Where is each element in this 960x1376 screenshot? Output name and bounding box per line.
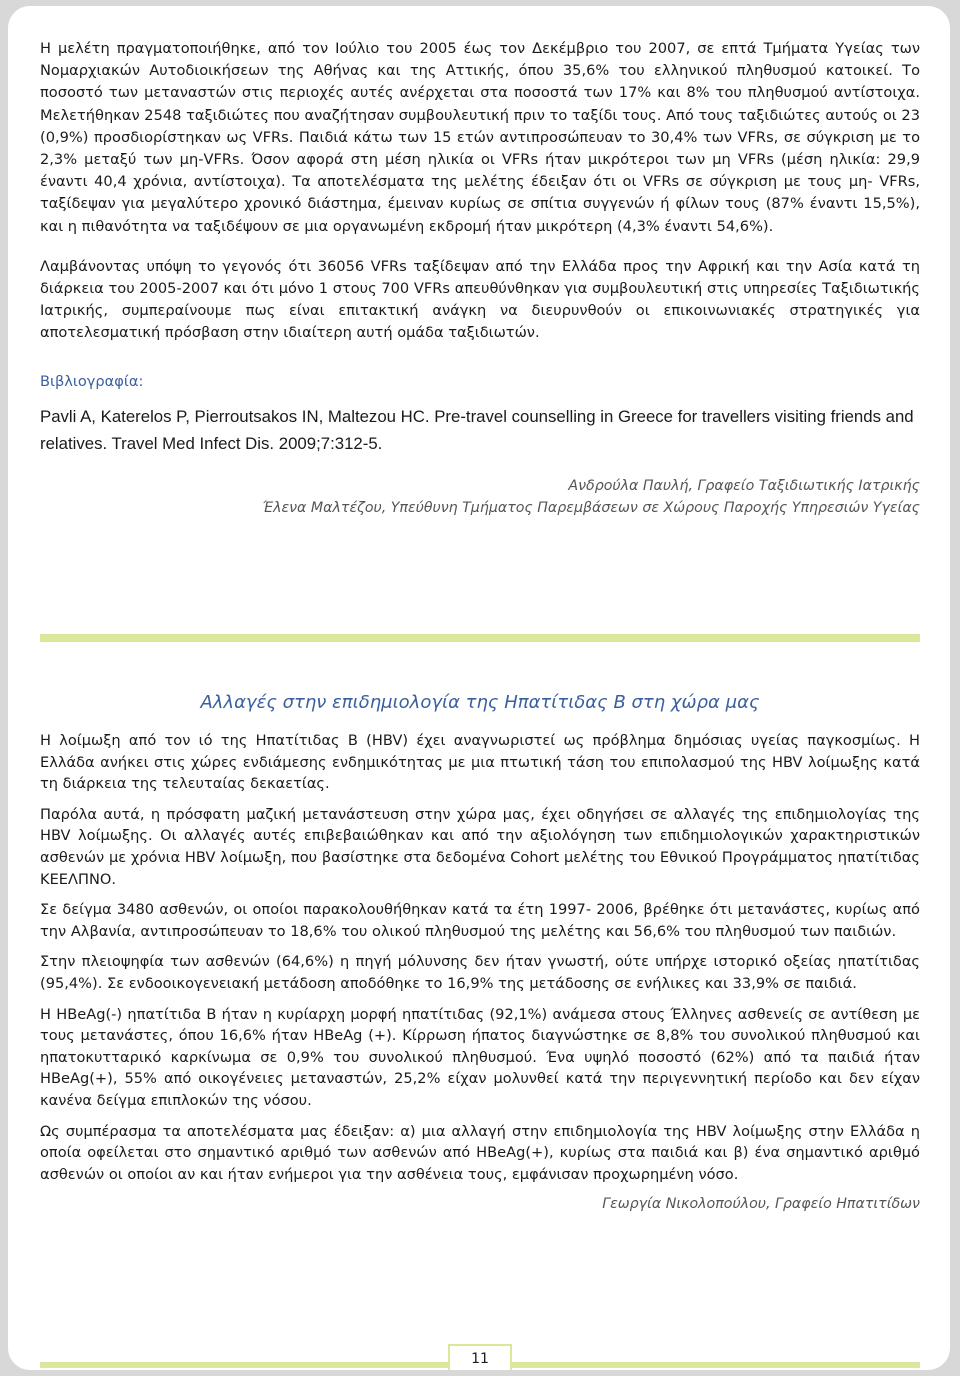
paragraph: Λαμβάνοντας υπόψη το γεγονός ότι 36056 VFRs ταξίδεψαν από την Ελλάδα προς την Αφρική και την Ασία κατά τη διάρκεια του 2005-2007 και ότι μόνο 1 στους 700 VFRs απευθύνθηκαν για συμβουλευτική στις υπηρεσίες Ταξιδιωτικής Ιατρικής, συμπεραίνουμε πως είναι επιτακτική ανάγκη να διευρυνθούν οι επικοινωνιακές στρατηγικές για αποτελεσματική πρόσβαση στην ιδιαίτερη αυτή ομάδα ταξιδιωτών. [40,257,920,342]
paragraph: Σε δείγμα 3480 ασθενών, οι οποίοι παρακολουθήθηκαν κατά τα έτη 1997- 2006, βρέθηκε ότι μετανάστες, κυρίως από την Αλβανία, αντιπροσώπευαν το 18,6% του ολικού πληθυσμού της μελέτης και 56,6% του πληθυσμού των παιδιών. [40,901,920,940]
paragraph: Η λοίμωξη από τον ιό της Ηπατίτιδας Β (HBV) έχει αναγνωριστεί ως πρόβλημα δημόσιας υγείας παγκοσμίως. Η Ελλάδα ανήκει στις χώρες ενδιάμεσης ενδημικότητας με μια πτωτική τάση του επιπολασμού της HBV λοίμωξης κατά τη διάρκεια της τελευταίας δεκαετίας. [40,732,920,793]
author-line: Γεωργία Νικολοπούλου, Γραφείο Ηπατιτίδων [602,1196,920,1213]
section-divider [40,634,920,642]
article-title: Αλλαγές στην επιδημιολογία της Ηπατίτιδας Β στη χώρα μας [200,692,760,713]
bibliography-reference: Pavli A, Katerelos P, Pierroutsakos IN, Maltezou HC. Pre-travel counselling in Greece for travellers visiting friends and relatives. Travel Med Infect Dis. 2009;7:312-5. [40,406,914,453]
paragraph: Η HBeAg(-) ηπατίτιδα Β ήταν η κυρίαρχη μορφή ηπατίτιδας (92,1%) ανάμεσα στους Έλληνες ασθενείς σε αντίθεση με τους μετανάστες, όπου 16,6% ήταν HBeAg (+). Κίρρωση ήπατος διαγνώστηκε σε 8,8% του συνολικού πληθυσμού και ηπατοκυτταρικό καρκίνωμα σε 0,9% του συνολικού πληθυσμού. Ένα υψηλό ποσοστό (62%) από τα παιδιά ήταν HBeAg(+), 55% από οικογένειες μεταναστών, 25,2% είχαν μολυνθεί κατά την περιγεννητική περίοδο και δεν είχαν κανένα δείγμα επιπλοκών της νόσου. [40,1005,920,1109]
paragraph: Ως συμπέρασμα τα αποτελέσματα μας έδειξαν: α) μια αλλαγή στην επιδημιολογία της HBV λοίμωξης στην Ελλάδα η οποία οφείλεται στο σημαντικό αριθμό των ασθενών από HBeAg(+), κυρίως στα παιδιά και β) ένα σημαντικό αριθμό ασθενών οι οποίοι αν και ήταν ενήμεροι για την ασθένεια τους, εμφάνισαν προχωρημένη νόσο. [40,1122,920,1183]
page-number: 11 [448,1344,512,1370]
author-line: Έλενα Μαλτέζου, Υπεύθυνη Τμήματος Παρεμβάσεων σε Χώρους Παροχής Υπηρεσιών Υγείας [262,499,920,516]
article-continuation [40,38,920,519]
bibliography-heading: Βιβλιογραφία: [40,372,144,390]
document-page [8,6,950,1370]
paragraph: Στην πλειοψηφία των ασθενών (64,6%) η πηγή μόλυνσης δεν ήταν γνωστή, ούτε υπήρχε ιστορικό οξείας ηπατίτιδας (95,4%). Σε ενδοοικογενειακή μετάδοση αποδόθηκε το 16,9% της μετάδοσης σε ενήλικες και 33,9% σε παιδιά. [40,953,920,992]
hepatitis-b-article [40,690,920,1215]
paragraph: Παρόλα αυτά, η πρόσφατη μαζική μετανάστευση στην χώρα μας, έχει οδηγήσει σε αλλαγές της επιδημιολογίας της HBV λοίμωξης. Οι αλλαγές αυτές επιβεβαιώθηκαν και από την αξιολόγηση των επιδημιολογικών χαρακτηριστικών ασθενών με χρόνια HBV λοίμωξη, που βασίστηκε στα δεδομένα Cohort μελέτης του Εθνικού Προγράμματος ηπατίτιδας ΚΕΕΛΠΝΟ. [40,805,920,888]
paragraph: Η μελέτη πραγματοποιήθηκε, από τον Ιούλιο του 2005 έως τον Δεκέμβριο του 2007, σε επτά Τμήματα Υγείας των Νομαρχιακών Αυτοδιοικήσεων της Αθήνας και της Αττικής, όπου 35,6% του ελληνικού πληθυσμού κατοικεί. Το ποσοστό των μεταναστών στις περιοχές αυτές ανέρχεται στα ποσοστά των 17% και 8% του πληθυσμού αντίστοιχα. Μελετήθηκαν 2548 ταξιδιώτες που αναζήτησαν συμβουλευτική πριν το ταξίδι τους. Από τους ταξιδιώτες αυτούς οι 23 (0,9%) προσδιορίστηκαν ως VFRs. Παιδιά κάτω των 15 ετών αντιπροσώπευαν το 30,4% των VFRs, σε σύγκριση με το 2,3% μεταξύ των μη-VFRs. Όσον αφορά στη μέση ηλικία οι VFRs ήταν μικρότεροι των μη VFRs (μέση ηλικία: 29,9 έναντι 40,4 χρόνια, αντίστοιχα). Τα αποτελέσματα της μελέτης έδειξαν ότι οι VFRs σε σύγκριση με τους μη- VFRs, ταξίδεψαν για μεγαλύτερο χρονικό διάστημα, έμειναν κυρίως σε σπίτια συγγενών ή φίλων τους (87% έναντι 15,5%), και η πιθανότητα να ταξιδέψουν σε μια οργανωμένη εκδρομή ήταν μικρότερη (4,3% έναντι 54,6%). [40,40,920,235]
author-line: Ανδρούλα Παυλή, Γραφείο Ταξιδιωτικής Ιατρικής [568,477,920,494]
